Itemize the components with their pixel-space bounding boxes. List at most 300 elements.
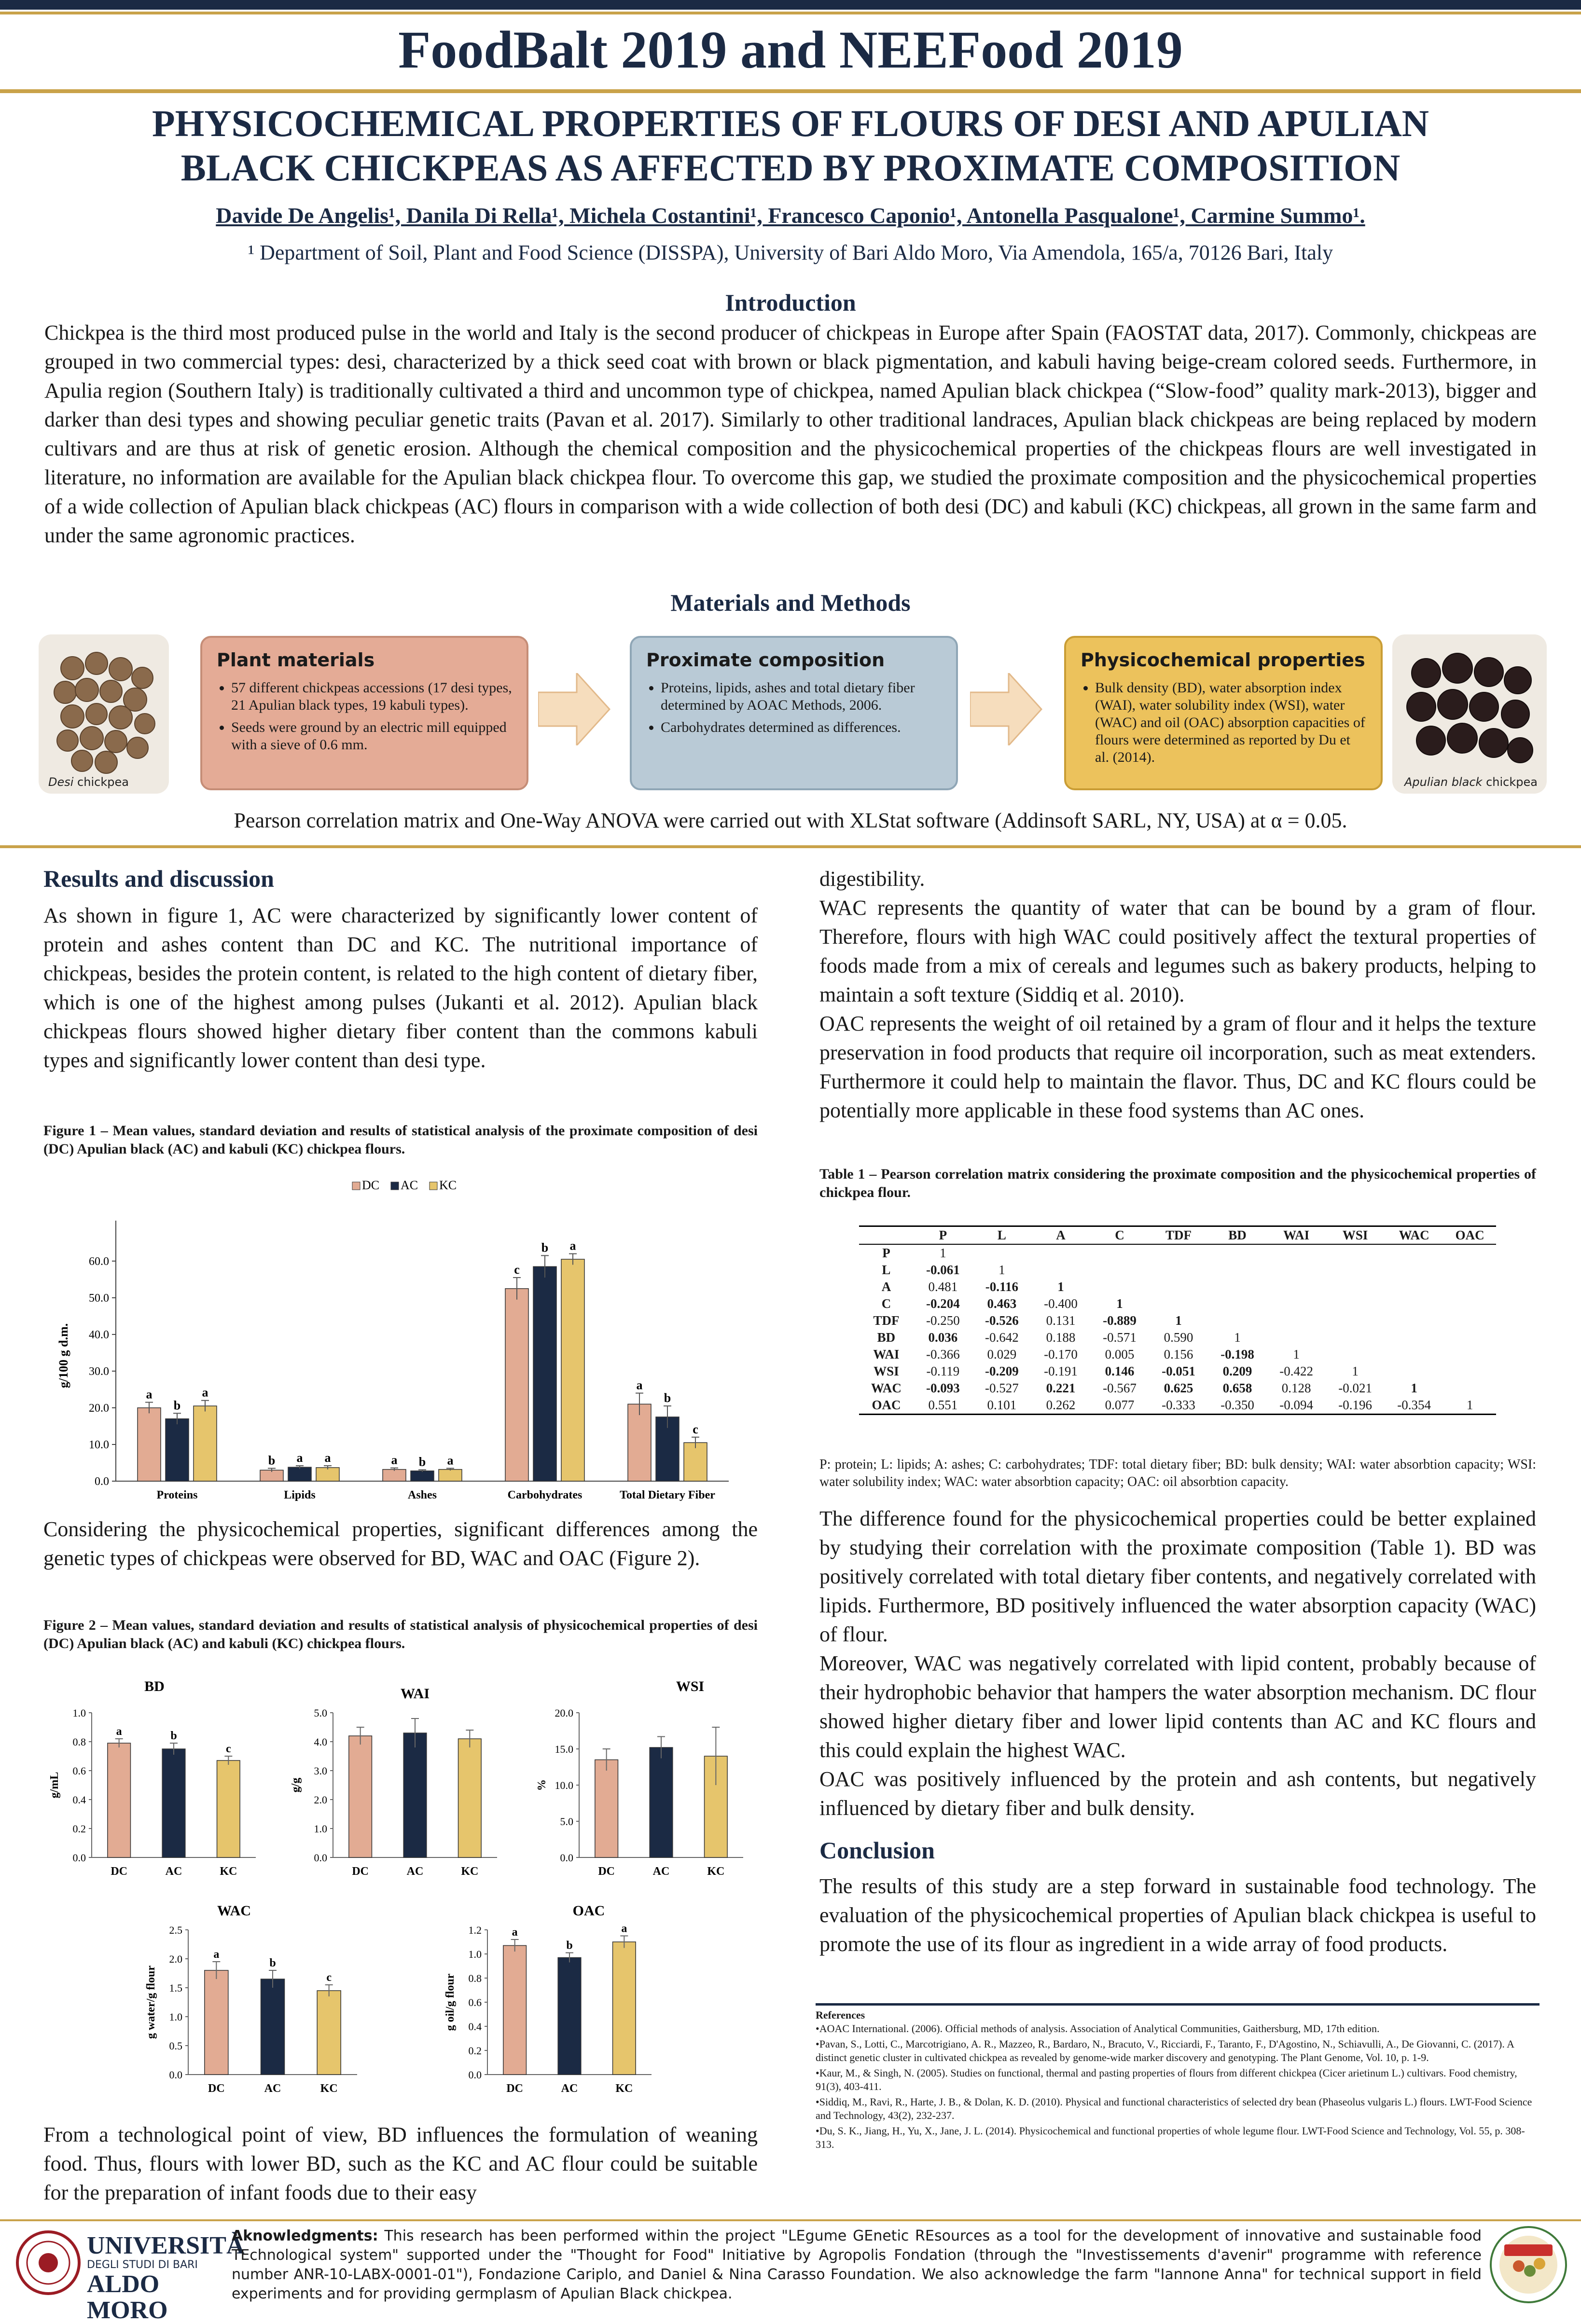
table-cell: 0.625 <box>1164 1381 1193 1395</box>
y-tick-label: 1.0 <box>72 1707 86 1719</box>
bar-KC <box>317 1991 341 2075</box>
x-tick-label: AC <box>165 1865 182 1878</box>
apulian-caption: Apulian black chickpea <box>1404 775 1538 789</box>
table-cell <box>1443 1363 1496 1380</box>
table-cell: -0.526 <box>985 1313 1019 1328</box>
table-cell: 0.146 <box>1105 1364 1135 1378</box>
table-cell: 1 <box>1116 1296 1123 1311</box>
table-cell <box>1443 1380 1496 1397</box>
table-row <box>859 1329 1496 1346</box>
table-cell: 0.463 <box>987 1296 1017 1311</box>
table-cell: -0.350 <box>1208 1397 1267 1415</box>
header-divider <box>0 89 1581 93</box>
significance-letter: b <box>269 1957 276 1969</box>
table-cell <box>1149 1244 1208 1262</box>
significance-letter: c <box>693 1422 698 1436</box>
right-column-text-2 <box>819 1504 1536 1823</box>
table-cell <box>1326 1279 1385 1295</box>
correlation-table <box>859 1225 1496 1415</box>
table-cell: 0.101 <box>972 1397 1031 1415</box>
y-tick-label: 0.4 <box>468 2021 482 2033</box>
table-cell <box>1385 1329 1443 1346</box>
x-tick-label: AC <box>264 2082 281 2095</box>
table-cell <box>1326 1329 1385 1346</box>
proximate-item: • Proteins, lipids, ashes and total dietary fiber determined by AOAC Methods, 2006. <box>661 679 942 714</box>
significance-letter: c <box>514 1263 520 1277</box>
bar-KC <box>561 1259 584 1481</box>
significance-letter: b <box>566 1939 573 1952</box>
bar-KC <box>217 1760 240 1857</box>
right-column-text-1 <box>819 865 1536 1125</box>
table-cell: -0.642 <box>985 1330 1019 1345</box>
table-row <box>859 1346 1496 1363</box>
table-cell <box>1208 1295 1267 1312</box>
table-header-row <box>859 1226 1496 1245</box>
table-header-cell: C <box>1090 1226 1149 1245</box>
significance-letter: a <box>213 1948 220 1961</box>
x-tick-label: KC <box>320 2082 338 2095</box>
significance-letter: a <box>116 1725 122 1738</box>
y-tick-label: 1.2 <box>468 1924 482 1936</box>
bar-DC <box>108 1743 131 1857</box>
intro-heading: Introduction <box>725 289 856 316</box>
results-paragraph-3: From a technological point of view, BD influences the formulation of weaning food. Thus, flours with lower BD, such as the KC and AC flour could be suitable for the preparation of infant foods due to their easy <box>43 2123 758 2204</box>
desi-chickpea-photo <box>39 634 169 794</box>
table-row <box>859 1279 1496 1295</box>
significance-letter: c <box>226 1743 231 1755</box>
table-header-cell: TDF <box>1149 1226 1208 1245</box>
results-paragraph-2: Considering the physicochemical properties, significant differences among the genetic types of chickpeas were observed for BD, WAC and OAC (Figure 2). <box>43 1517 758 1570</box>
title-line-2: BLACK CHICKPEAS AS AFFECTED BY PROXIMATE COMPOSITION <box>180 147 1401 189</box>
university-logo: UNIVERSITÀ DEGLI STUDI DI BARI ALDO MORO <box>87 2232 245 2324</box>
significance-letter: b <box>173 1398 181 1413</box>
table-cell: 1 <box>1411 1381 1417 1395</box>
y-tick-label: 2.5 <box>169 1924 182 1936</box>
table-cell: 1 <box>1175 1313 1182 1328</box>
proximate-item: • Carbohydrates determined as differences. <box>661 719 942 736</box>
table-cell <box>1385 1295 1443 1312</box>
table-row-header: BD <box>877 1330 896 1345</box>
conference-title: FoodBalt 2019 and NEEFood 2019 <box>398 20 1183 79</box>
table-cell <box>1090 1244 1149 1262</box>
arrow-right-icon <box>970 673 1042 745</box>
table-cell: -0.051 <box>1162 1364 1195 1378</box>
methods-divider <box>0 845 1581 848</box>
y-tick-label: 50.0 <box>89 1292 109 1305</box>
y-tick-label: 0.6 <box>468 1996 482 2008</box>
table-row-header: WSI <box>874 1364 899 1378</box>
proximate-composition-title: Proximate composition <box>646 649 885 671</box>
table-cell <box>972 1244 1031 1262</box>
table-cell <box>1443 1244 1496 1262</box>
table-header-cell: A <box>1031 1226 1090 1245</box>
y-tick-label: 3.0 <box>314 1765 327 1777</box>
y-axis-label: g/mL <box>48 1772 61 1799</box>
conclusion-text: The results of this study are a step forward in sustainable food technology. The evaluation of the physicochemical properties of Apulian black chickpea is useful to promote the use of its flour as ingredient in a wide array of food products. <box>819 1874 1536 1956</box>
legerete-logo-icon <box>1489 2225 1568 2305</box>
bar-AC <box>411 1471 434 1481</box>
table-cell: -0.333 <box>1149 1397 1208 1415</box>
table-cell: -0.196 <box>1326 1397 1385 1415</box>
wac-chart <box>106 1901 386 2108</box>
y-tick-label: 4.0 <box>314 1736 327 1748</box>
university-seal-icon <box>14 2229 82 2296</box>
significance-letter: a <box>512 1926 518 1939</box>
x-tick-label: DC <box>111 1865 128 1878</box>
acknowledgments-text: This research has been performed within the project "LEgume GEnetic REsources as a tool for the development of innovative and sustainable food TEchnological system" supported under the "Thought for Food" Initiative by Agropolis Fondation (through the "Investissements d'avenir" programme with reference number ANR-10-LABX-0001-01"), Fondazione Cariplo, and Daniel & Nina Carasso Foundation. We also acknowledge the farm "Iannone Anna" for technical support in field experiments and for providing germplasm of Apulian Black chickpea. <box>232 2228 1482 2302</box>
table-cell: 1 <box>1443 1397 1496 1415</box>
table-cell: -0.400 <box>1044 1296 1078 1311</box>
significance-letter: a <box>296 1451 303 1465</box>
wai-chart <box>280 1674 521 1896</box>
table-cell: 1 <box>1234 1330 1241 1345</box>
table-cell: -0.191 <box>1044 1364 1078 1378</box>
y-tick-label: 0.6 <box>72 1765 86 1777</box>
significance-letter: a <box>202 1385 208 1400</box>
y-tick-label: 0.0 <box>560 1852 573 1864</box>
table-cell <box>1326 1346 1385 1363</box>
bar-AC <box>533 1266 556 1481</box>
table-header-cell: P <box>914 1226 972 1245</box>
bar-DC <box>138 1408 161 1481</box>
y-tick-label: 0.0 <box>95 1475 109 1488</box>
y-tick-label: 5.0 <box>560 1815 573 1828</box>
table-cell: -0.204 <box>926 1296 960 1311</box>
y-axis-label: g/100 g d.m. <box>56 1323 70 1389</box>
x-tick-label: DC <box>506 2082 524 2095</box>
bar-DC <box>503 1946 527 2075</box>
top-bar-accent <box>0 12 1581 14</box>
desi-seeds-image <box>39 634 169 794</box>
table-header-cell: BD <box>1208 1226 1267 1245</box>
x-tick-label: Lipids <box>284 1489 316 1501</box>
legend-swatch <box>391 1182 399 1190</box>
table-cell: 0.188 <box>1046 1330 1076 1345</box>
x-tick-label: Carbohydrates <box>507 1489 582 1501</box>
physicochemical-item: • Bulk density (BD), water absorption index (WAI), water solubility index (WSI), water (WAC) and oil (OAC) absorption capacities of flours were determined as reported by Du et al. (2014). <box>1095 679 1366 766</box>
table-cell <box>1443 1262 1496 1279</box>
table-cell: 0.128 <box>1281 1381 1311 1395</box>
right-paragraph-3: OAC represents the weight of oil retained by a gram of flour and it helps the texture preservation in food products that require oil incorporation, such as meat extenders. Furthermore it could help to maintain the flavor. Thus, DC and KC flours could be potentially more applicable in these food systems than AC ones. <box>819 1012 1536 1122</box>
right-paragraph-6: OAC was positively influenced by the protein and ash contents, but negatively influenced by dietary fiber and bulk density. <box>819 1767 1536 1820</box>
bar-DC <box>349 1736 372 1857</box>
bd-chart <box>39 1674 280 1896</box>
references-heading: References <box>816 2009 865 2021</box>
table-row-header: WAC <box>871 1381 901 1395</box>
significance-letter: a <box>324 1451 331 1465</box>
right-paragraph-2: WAC represents the quantity of water that can be bound by a gram of flour. Therefore, flours with high WAC could positively affect the textural properties of foods made from a mix of cereals and legumes such as bakery products, helping to maintain a soft texture (Siddiq et al. 2010). <box>819 896 1536 1006</box>
table-cell: -0.021 <box>1338 1381 1372 1395</box>
y-tick-label: 5.0 <box>314 1707 327 1719</box>
reference-item: •Pavan, S., Lotti, C., Marcotrigiano, A. R., Mazzeo, R., Bardaro, N., Bracuto, V., Ricciardi, F., Taranto, F., D'Agostino, N., Schiavulli, A., De Giovanni, C. (2017). A distinct genetic cluster in cultivated chickpea as revealed by genome-wide marker discovery and genotyping. The Plant Genome, Vol. 10, p. 1-9. <box>816 2038 1514 2063</box>
bar-DC <box>205 1970 228 2075</box>
table-cell: 1 <box>1293 1347 1300 1361</box>
table-cell: -0.422 <box>1279 1364 1313 1378</box>
bar-AC <box>403 1733 427 1857</box>
y-tick-label: 0.0 <box>169 2069 182 2081</box>
significance-letter: a <box>636 1378 643 1392</box>
reference-item: •Du, S. K., Jiang, H., Yu, X., Jane, J. L. (2014). Physicochemical and functional properties of whole legume flour. LWT-Food Science and Technology, Vol. 55, p. 308-313. <box>816 2125 1525 2150</box>
y-tick-label: 0.5 <box>169 2040 182 2052</box>
y-axis-label: g/g <box>290 1777 302 1793</box>
y-tick-label: 1.0 <box>169 2011 182 2023</box>
y-tick-label: 0.0 <box>72 1852 86 1864</box>
table-row <box>859 1363 1496 1380</box>
table-cell: -0.119 <box>926 1364 960 1378</box>
plant-materials-item: • 57 different chickpeas accessions (17 desi types, 21 Apulian black types, 19 kabuli types). <box>231 679 512 714</box>
bar-AC <box>558 1958 581 2075</box>
table-cell <box>1208 1279 1267 1295</box>
table-row <box>859 1262 1496 1279</box>
affiliation: ¹ Department of Soil, Plant and Food Science (DISSPA), University of Bari Aldo Moro, Via Amendola, 165/a, 70126 Bari, Italy <box>248 241 1333 264</box>
significance-letter: a <box>447 1453 454 1468</box>
table-header-cell <box>859 1226 914 1245</box>
table-cell: 0.658 <box>1222 1381 1252 1395</box>
table-cell: 0.551 <box>914 1397 972 1415</box>
table-cell: -0.116 <box>985 1279 1019 1294</box>
table-row-header: A <box>881 1279 891 1294</box>
table-header-cell: L <box>972 1226 1031 1245</box>
chart-title: WSI <box>676 1678 705 1694</box>
bar-AC <box>166 1419 189 1481</box>
table-cell <box>1090 1262 1149 1279</box>
y-tick-label: 0.2 <box>72 1823 86 1835</box>
table-row <box>859 1397 1496 1415</box>
table-cell <box>1443 1329 1496 1346</box>
physicochemical-box <box>1064 636 1383 790</box>
y-axis-label: g water/g flour <box>145 1966 157 2039</box>
table-cell: 0.590 <box>1164 1330 1193 1345</box>
apulian-chickpea-photo <box>1392 634 1547 794</box>
x-tick-label: Ashes <box>407 1489 437 1501</box>
y-tick-label: 2.0 <box>314 1794 327 1806</box>
results-paragraph-1: As shown in figure 1, AC were characterized by significantly lower content of protein and ashes content than DC and KC. The nutritional importance of chickpeas, besides the protein content, is related to the high content of dietary fiber, which is one of the highest among pulses (Jukanti et al. 2012). Apulian black chickpeas flours showed higher dietary fiber content than the commons kabuli types and significantly lower content than desi type. <box>43 904 758 1072</box>
x-tick-label: DC <box>598 1865 615 1878</box>
table-row-header: TDF <box>873 1313 900 1328</box>
table-row-header: C <box>881 1296 891 1311</box>
table-cell: 0.131 <box>1046 1313 1076 1328</box>
x-tick-label: KC <box>615 2082 633 2095</box>
table-row <box>859 1380 1496 1397</box>
significance-letter: b <box>418 1455 426 1469</box>
table-cell <box>1385 1312 1443 1329</box>
table-cell <box>1443 1346 1496 1363</box>
apulian-seeds-image <box>1392 634 1547 794</box>
x-tick-label: DC <box>352 1865 369 1878</box>
y-tick-label: 1.5 <box>169 1982 182 1994</box>
table-header-cell: WAC <box>1385 1226 1443 1245</box>
y-tick-label: 0.8 <box>468 1972 482 1984</box>
chart-title: WAI <box>400 1686 430 1702</box>
table-cell <box>1267 1295 1326 1312</box>
proximate-composition-box <box>630 636 958 790</box>
bar-AC <box>288 1467 311 1481</box>
bar-DC <box>505 1289 528 1481</box>
bar-AC <box>261 1979 285 2075</box>
y-tick-label: 0.0 <box>314 1852 327 1864</box>
legend-swatch <box>352 1182 360 1190</box>
chart-title: WAC <box>217 1903 251 1919</box>
significance-letter: b <box>541 1240 549 1255</box>
y-tick-label: 10.0 <box>555 1779 573 1791</box>
reference-item: •Kaur, M., & Singh, N. (2005). Studies on functional, thermal and pasting properties of flours from different chickpea (Cicer arietinum L.) cultivars. Food chemistry, 91(3), 403-411. <box>816 2067 1517 2092</box>
x-tick-label: KC <box>461 1865 479 1878</box>
acknowledgments-label: Aknowledgments: <box>232 2228 378 2244</box>
acknowledgments <box>232 2227 1482 2304</box>
table-cell: 1 <box>999 1263 1005 1277</box>
legend-label: DC <box>362 1178 380 1192</box>
table-cell: 0.209 <box>1222 1364 1252 1378</box>
y-tick-label: 30.0 <box>89 1365 109 1378</box>
y-tick-label: 2.0 <box>169 1953 182 1965</box>
table-cell: 0.156 <box>1164 1347 1193 1361</box>
authors: Davide De Angelis¹, Danila Di Rella¹, Michela Costantini¹, Francesco Caponio¹, Antonella Pasqualone¹, Carmine Summo¹. <box>216 203 1365 228</box>
table-cell: 1 <box>940 1246 946 1260</box>
x-tick-label: DC <box>208 2082 225 2095</box>
x-tick-label: KC <box>220 1865 237 1878</box>
significance-letter: a <box>621 1922 627 1935</box>
table-1-caption: Table 1 – Pearson correlation matrix considering the proximate composition and the physicochemical properties of chickpea flour. <box>819 1166 1536 1200</box>
bar-KC <box>194 1406 217 1481</box>
y-tick-label: 0.8 <box>72 1736 86 1748</box>
bar-DC <box>595 1760 618 1858</box>
physicochemical-title: Physicochemical properties <box>1081 649 1365 671</box>
plant-materials-title: Plant materials <box>217 649 375 671</box>
table-cell: -0.527 <box>985 1381 1019 1395</box>
poster-title <box>39 101 1542 190</box>
bar-KC <box>439 1470 462 1481</box>
reference-item: •Siddiq, M., Ravi, R., Harte, J. B., & Dolan, K. D. (2010). Physical and functional characteristics of selected dry bean (Phaseolus vulgaris L.) flours. LWT-Food Science and Technology, 43(2), 232-237. <box>816 2096 1532 2121</box>
table-row-header: P <box>882 1246 890 1260</box>
table-cell <box>1267 1262 1326 1279</box>
table-header-cell: WSI <box>1326 1226 1385 1245</box>
x-tick-label: KC <box>707 1865 725 1878</box>
pearson-note: Pearson correlation matrix and One-Way ANOVA were carried out with XLStat software (Addinsoft SARL, NY, USA) at α = 0.05. <box>234 809 1347 832</box>
x-tick-label: Proteins <box>156 1489 198 1501</box>
table-row-header: L <box>882 1263 891 1277</box>
reference-item: •AOAC International. (2006). Official methods of analysis. Association of Analytical Communities, Gaithersburg, MD, 17th edition. <box>816 2022 1380 2035</box>
table-cell: -0.198 <box>1220 1347 1254 1361</box>
table-cell: 0.005 <box>1105 1347 1135 1361</box>
significance-letter: b <box>664 1391 671 1405</box>
y-tick-label: 15.0 <box>555 1743 573 1755</box>
references-block <box>816 2003 1539 2208</box>
table-cell <box>1326 1262 1385 1279</box>
significance-letter: a <box>569 1238 576 1253</box>
significance-letter: b <box>170 1730 177 1742</box>
table-cell <box>1149 1295 1208 1312</box>
desi-caption: Desi chickpea <box>48 775 129 789</box>
table-cell: -0.366 <box>926 1347 960 1361</box>
chart-title: OAC <box>572 1903 605 1919</box>
table-cell: 0.036 <box>928 1330 958 1345</box>
table-cell: 0.221 <box>1046 1381 1076 1395</box>
table-cell: -0.889 <box>1103 1313 1137 1328</box>
title-line-1: PHYSICOCHEMICAL PROPERTIES OF FLOURS OF DESI AND APULIAN <box>152 102 1429 144</box>
conclusion-heading: Conclusion <box>819 1837 935 1864</box>
plant-materials-box <box>200 636 528 790</box>
intro-text: Chickpea is the third most produced pulse in the world and Italy is the second producer of chickpeas in Europe after Spain (FAOSTAT data, 2017). Commonly, chickpeas are grouped in two commercial types: desi, characterized by a thick seed coat with brown or black pigmentation, and kabuli having beige-cream colored seeds. Furthermore, in Apulia region (Southern Italy) is traditionally cultivated a third and uncommon type of chickpea, named Apulian black chickpea (“Slow-food” quality mark-2013), bigger and darker than desi types and showing peculiar genetic traits (Pavan et al. 2017). Similarly to other traditional landraces, Apulian black chickpeas are being replaced by modern cultivars and are thus at risk of genetic erosion. Although the chemical composition and the physicochemical properties of the chickpeas flours are well investigated in literature, no information are available for the Apulian black chickpea flour. To overcome this gap, we studied the proximate composition and the physicochemical properties of a wide collection of Apulian black chickpeas (AC) flours in comparison with a wide collection of both desi (DC) and kabuli (KC) chickpeas, all grown in the same farm and under the same agronomic practices. <box>44 321 1537 547</box>
y-axis-label: % <box>536 1779 548 1791</box>
table-cell <box>1267 1329 1326 1346</box>
table-cell: 1 <box>1352 1364 1359 1378</box>
table-cell <box>1149 1262 1208 1279</box>
bar-KC <box>684 1443 707 1481</box>
table-cell <box>1326 1244 1385 1262</box>
bar-KC <box>613 1942 636 2075</box>
figure-1-caption: Figure 1 – Mean values, standard deviation and results of statistical analysis of the proximate composition of desi (DC) Apulian black (AC) and kabuli (KC) chickpea flours. <box>43 1123 758 1157</box>
table-cell: -0.250 <box>926 1313 960 1328</box>
arrow-right-icon <box>538 673 610 745</box>
bar-DC <box>383 1470 406 1481</box>
oac-chart <box>415 1901 685 2108</box>
table-cell <box>1031 1244 1090 1262</box>
wsi-chart <box>521 1674 763 1896</box>
bar-AC <box>650 1747 673 1857</box>
table-row <box>859 1312 1496 1329</box>
y-tick-label: 1.0 <box>468 1948 482 1960</box>
table-cell <box>1385 1279 1443 1295</box>
legend-swatch <box>430 1182 437 1190</box>
plant-materials-item: • Seeds were ground by an electric mill equipped with a sieve of 0.6 mm. <box>231 719 512 754</box>
table-cell <box>1385 1244 1443 1262</box>
table-cell: -0.094 <box>1267 1397 1326 1415</box>
figure-2-caption: Figure 2 – Mean values, standard deviation and results of statistical analysis of physicochemical properties of desi (DC) Apulian black (AC) and kabuli (KC) chickpea flours. <box>43 1617 758 1651</box>
x-tick-label: Total Dietary Fiber <box>620 1489 715 1501</box>
table-cell <box>1326 1295 1385 1312</box>
table-1-legend: P: protein; L: lipids; A: ashes; C: carbohydrates; TDF: total dietary fiber; BD: bulk density; WAI: water absorbtion capacity; WSI: water solubility index; WAC: water absorbtion capacity; OAC: oil absorbtion capacity. <box>819 1457 1536 1489</box>
table-cell: -0.567 <box>1103 1381 1137 1395</box>
table-cell <box>1385 1262 1443 1279</box>
table-cell: -0.093 <box>926 1381 960 1395</box>
table-row-header: WAI <box>873 1347 900 1361</box>
y-tick-label: 0.0 <box>468 2069 482 2081</box>
table-cell <box>1267 1312 1326 1329</box>
right-paragraph-5: Moreover, WAC was negatively correlated with lipid content, probably because of their hydrophobic behavior that hampers the water absorption mechanism. DC flour showed higher dietary fiber and lower lipid contents than AC and KC flours and this could explain the highest WAC. <box>819 1651 1536 1762</box>
table-cell: -0.209 <box>985 1364 1019 1378</box>
table-header-cell: OAC <box>1443 1226 1496 1245</box>
methods-heading: Materials and Methods <box>670 589 911 616</box>
results-heading: Results and discussion <box>43 865 274 892</box>
y-tick-label: 0.2 <box>468 2045 482 2057</box>
table-cell <box>1267 1279 1326 1295</box>
table-row-header: OAC <box>859 1397 914 1415</box>
significance-letter: c <box>326 1971 332 1984</box>
table-cell <box>1443 1312 1496 1329</box>
table-cell: 0.029 <box>987 1347 1017 1361</box>
table-cell: 1 <box>1057 1279 1064 1294</box>
table-cell <box>1031 1262 1090 1279</box>
table-row <box>859 1244 1496 1262</box>
chart-title: BD <box>144 1678 165 1694</box>
table-cell: 0.077 <box>1090 1397 1149 1415</box>
significance-letter: a <box>391 1453 398 1467</box>
y-tick-label: 1.0 <box>314 1823 327 1835</box>
table-cell <box>1385 1363 1443 1380</box>
y-tick-label: 20.0 <box>89 1402 109 1415</box>
bar-AC <box>162 1749 185 1857</box>
table-cell <box>1090 1279 1149 1295</box>
y-tick-label: 60.0 <box>89 1255 109 1268</box>
legend-label: KC <box>439 1178 457 1192</box>
table-cell <box>1326 1312 1385 1329</box>
y-tick-label: 40.0 <box>89 1328 109 1341</box>
x-tick-label: AC <box>652 1865 670 1878</box>
y-axis-label: g oil/g flour <box>444 1973 457 2031</box>
references-list <box>816 2022 1539 2151</box>
bar-KC <box>316 1468 339 1481</box>
table-cell: -0.354 <box>1385 1397 1443 1415</box>
